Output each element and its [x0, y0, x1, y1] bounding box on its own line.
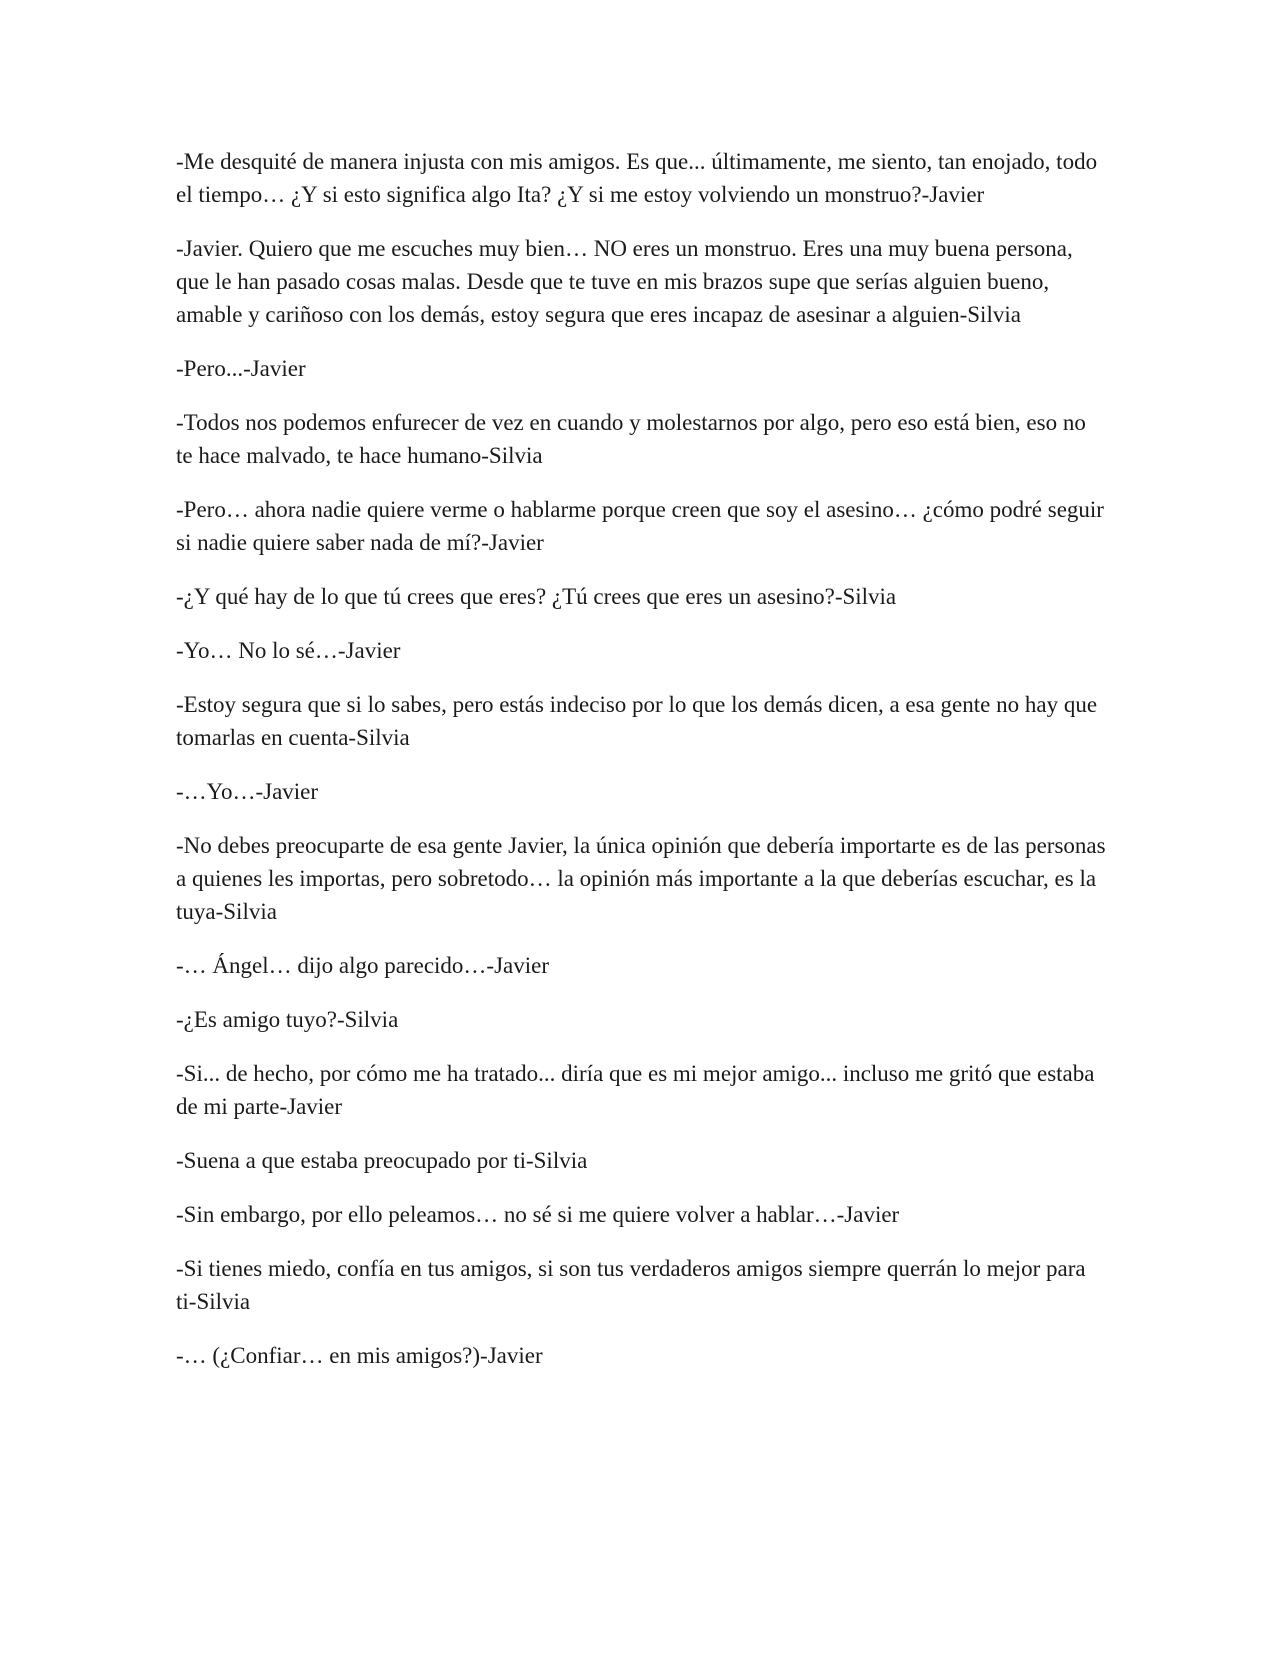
paragraph: -…Yo…-Javier: [176, 779, 319, 804]
paragraph: -Todos nos podemos enfurecer de vez en cuando y molestarnos por algo, pero eso está bien, eso no te hace malvado, te hace humano-Silvia: [176, 410, 1086, 468]
paragraph: -… (¿Confiar… en mis amigos?)-Javier: [176, 1343, 543, 1368]
paragraph: -Javier. Quiero que me escuches muy bien… NO eres un monstruo. Eres una muy buena persona, que le han pasado cosas malas. Desde que te tuve en mis brazos supe que serías alguien bueno, amable y cariñoso con los demás, estoy segura que eres incapaz de asesinar a alguien-Silvia: [176, 236, 1073, 327]
paragraph: -Suena a que estaba preocupado por ti-Silvia: [176, 1148, 588, 1173]
paragraph: -Yo… No lo sé…-Javier: [176, 638, 401, 663]
document-body: [176, 145, 1106, 1393]
paragraph: -Si... de hecho, por cómo me ha tratado... diría que es mi mejor amigo... incluso me gritó que estaba de mi parte-Javier: [176, 1061, 1095, 1119]
paragraph: -Me desquité de manera injusta con mis amigos. Es que... últimamente, me siento, tan enojado, todo el tiempo… ¿Y si esto significa algo Ita? ¿Y si me estoy volviendo un monstruo?-Javier: [176, 149, 1098, 207]
paragraph: -Pero...-Javier: [176, 356, 306, 381]
paragraph: -No debes preocuparte de esa gente Javier, la única opinión que debería importarte es de las personas a quienes les importas, pero sobretodo… la opinión más importante a la que deberías escuchar, es la tuya-Silvia: [176, 833, 1106, 924]
paragraph: -… Ángel… dijo algo parecido…-Javier: [176, 953, 549, 978]
paragraph: -Estoy segura que si lo sabes, pero estás indeciso por lo que los demás dicen, a esa gente no hay que tomarlas en cuenta-Silvia: [176, 692, 1098, 750]
paragraph: -¿Y qué hay de lo que tú crees que eres? ¿Tú crees que eres un asesino?-Silvia: [176, 584, 897, 609]
paragraph: -Sin embargo, por ello peleamos… no sé si me quiere volver a hablar…-Javier: [176, 1202, 900, 1227]
paragraph: -Pero… ahora nadie quiere verme o hablarme porque creen que soy el asesino… ¿cómo podré seguir si nadie quiere saber nada de mí?-Javier: [176, 497, 1104, 555]
paragraph: -Si tienes miedo, confía en tus amigos, si son tus verdaderos amigos siempre querrán lo mejor para ti-Silvia: [176, 1256, 1086, 1314]
paragraph: -¿Es amigo tuyo?-Silvia: [176, 1007, 399, 1032]
